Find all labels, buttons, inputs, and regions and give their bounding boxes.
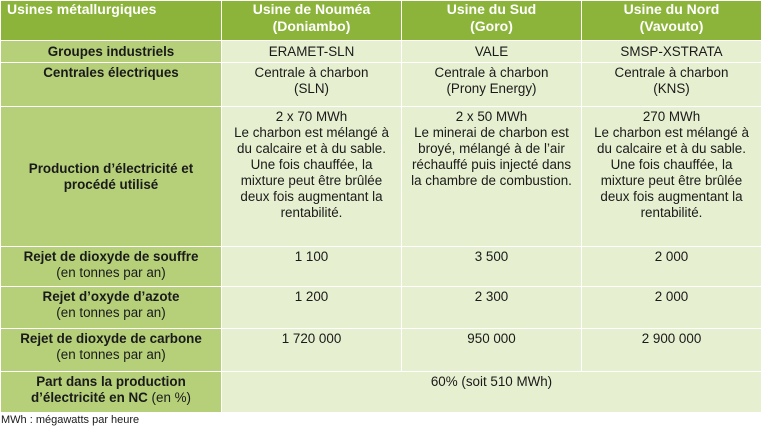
cell-production-sud-text: Le minerai de charbon est broyé, mélangé à de l’air réchauffé puis injecté dans la chambre de combustion. — [411, 125, 572, 188]
row-groupes — [1, 41, 761, 63]
cell-azote-nord: 2 000 — [582, 287, 761, 329]
row-azote — [1, 287, 761, 329]
cell-production-nord — [582, 107, 761, 247]
cell-groupes-noumea: ERAMET-SLN — [222, 41, 402, 63]
cell-centrales-nord-line1: Centrale à charbon — [614, 65, 729, 80]
row-part-label — [1, 372, 222, 413]
row-carbone-label — [1, 329, 222, 372]
cell-groupes-nord: SMSP-XSTRATA — [582, 41, 761, 63]
cell-production-noumea-text: Le charbon est mélangé à du calcaire et à du sable. Une fois chauffée, la mixture peut être brûlée deux fois augmentant la rentabilité. — [234, 125, 389, 220]
row-azote-label — [1, 287, 222, 329]
cell-groupes-sud: VALE — [402, 41, 582, 63]
row-production-label-line2: procédé utilisé — [63, 176, 159, 192]
row-centrales-label: Centrales électriques — [1, 63, 222, 107]
row-groupes-label: Groupes industriels — [1, 41, 222, 63]
cell-centrales-noumea-line2: (SLN) — [294, 81, 329, 96]
header-nord-name: Usine du Nord — [623, 1, 720, 17]
header-sud — [402, 1, 582, 41]
row-azote-title: Rejet d’oxyde d’azote — [42, 289, 180, 304]
row-azote-unit: (en tonnes par an) — [56, 305, 166, 320]
row-part-label-unit: (en %) — [147, 390, 191, 405]
footnote: MWh : mégawatts par heure — [1, 414, 140, 426]
row-carbone-title: Rejet de dioxyde de carbone — [20, 331, 202, 346]
cell-production-nord-text: Le charbon est mélangé à du calcaire et à du sable. Une fois chauffée, la mixture peut être brûlée deux fois augmentant la rentabilité. — [594, 125, 749, 220]
cell-centrales-sud — [402, 63, 582, 107]
row-soufre — [1, 247, 761, 287]
cell-carbone-sud: 950 000 — [402, 329, 582, 372]
header-nord — [582, 1, 761, 41]
cell-centrales-nord-line2: (KNS) — [653, 81, 690, 96]
header-noumea — [222, 1, 402, 41]
row-production-label-line1: Production d’électricité et — [28, 160, 194, 176]
cell-centrales-sud-line2: (Prony Energy) — [446, 81, 537, 96]
cell-azote-noumea: 1 200 — [222, 287, 402, 329]
cell-centrales-sud-line1: Centrale à charbon — [434, 65, 549, 80]
header-label: Usines métallurgiques — [1, 1, 222, 41]
cell-centrales-nord — [582, 63, 761, 107]
row-soufre-title: Rejet de dioxyde de souffre — [23, 249, 199, 264]
row-centrales — [1, 63, 761, 107]
row-part-label-line1: Part dans la production — [36, 374, 186, 389]
header-sud-name: Usine du Sud — [446, 1, 537, 17]
header-row — [1, 1, 761, 41]
header-noumea-sub: (Doniambo) — [272, 18, 351, 34]
row-carbone — [1, 329, 761, 372]
header-noumea-name: Usine de Nouméa — [252, 1, 371, 17]
cell-soufre-nord: 2 000 — [582, 247, 761, 287]
cell-soufre-noumea: 1 100 — [222, 247, 402, 287]
header-nord-sub: (Vavouto) — [639, 18, 704, 34]
row-production — [1, 107, 761, 247]
row-soufre-label — [1, 247, 222, 287]
row-part-label-line2 — [5, 390, 217, 406]
cell-centrales-noumea-line1: Centrale à charbon — [254, 65, 369, 80]
row-part — [1, 372, 761, 413]
cell-part-value: 60% (soit 510 MWh) — [222, 372, 761, 413]
cell-carbone-noumea: 1 720 000 — [222, 329, 402, 372]
cell-production-sud-power: 2 x 50 MWh — [455, 109, 528, 124]
cell-soufre-sud: 3 500 — [402, 247, 582, 287]
row-part-label-bold: d’électricité en NC — [30, 390, 148, 405]
cell-production-sud — [402, 107, 582, 247]
cell-azote-sud: 2 300 — [402, 287, 582, 329]
header-sud-sub: (Goro) — [470, 18, 513, 34]
cell-production-noumea-power: 2 x 70 MWh — [275, 109, 348, 124]
row-soufre-unit: (en tonnes par an) — [56, 265, 166, 280]
cell-carbone-nord: 2 900 000 — [582, 329, 761, 372]
cell-production-nord-power: 270 MWh — [642, 109, 701, 124]
row-production-label — [1, 107, 222, 247]
cell-production-noumea — [222, 107, 402, 247]
cell-centrales-noumea — [222, 63, 402, 107]
row-carbone-unit: (en tonnes par an) — [56, 347, 166, 362]
